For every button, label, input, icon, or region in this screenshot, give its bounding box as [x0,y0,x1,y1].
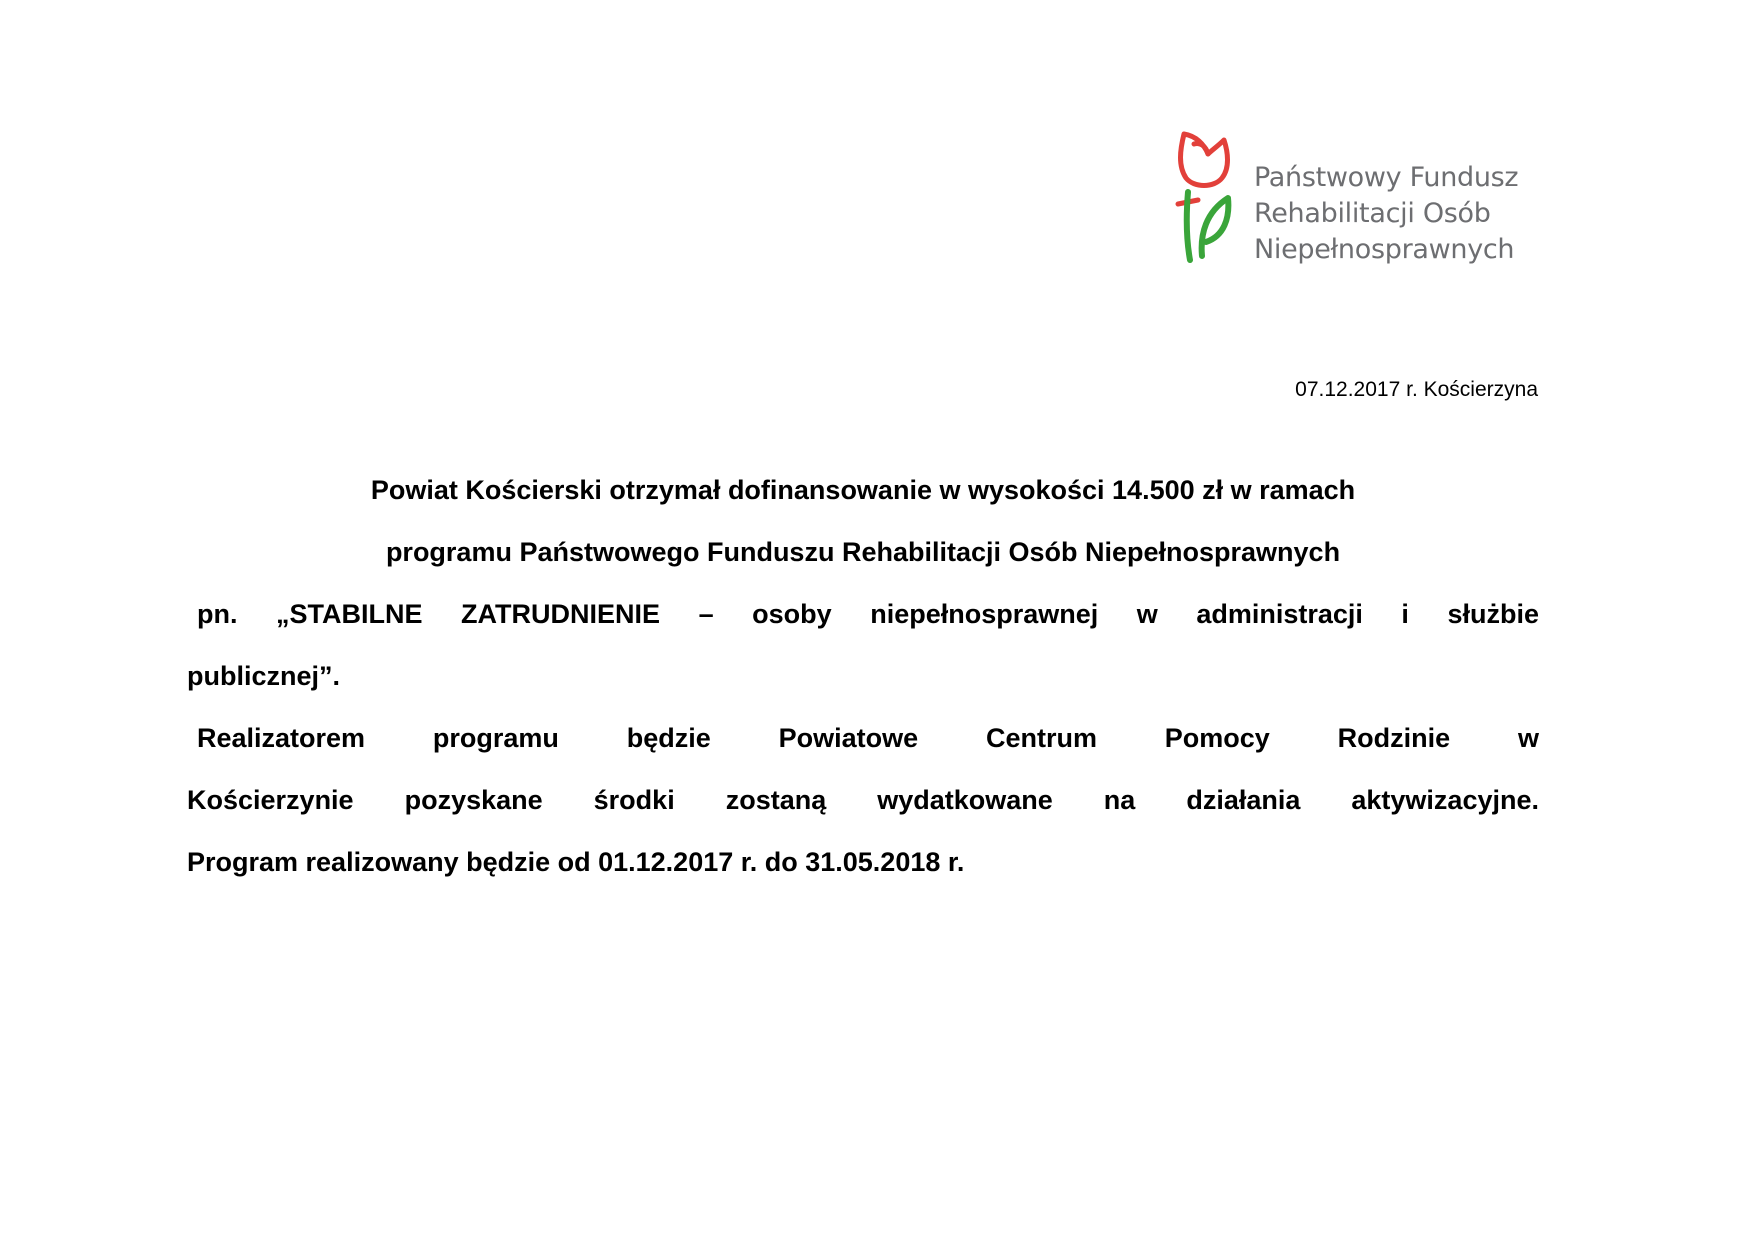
logo-line-1: Państwowy Fundusz [1254,162,1519,193]
logo-line-2: Rehabilitacji Osób [1254,198,1491,229]
announcement-line-7: Program realizowany będzie od 01.12.2017 r. do 31.05.2018 r. [187,847,965,877]
announcement-line-5: Realizatorem programu będzie Powiatowe Centrum Pomocy Rodzinie w [197,723,1539,753]
logo-text [1254,160,1518,268]
announcement-line-3: pn. „STABILNE ZATRUDNIENIE – osoby niepełnosprawnej w administracji i służbie [197,599,1539,629]
announcement-line-1: Powiat Kościerski otrzymał dofinansowanie w wysokości 14.500 zł w ramach [370,475,1356,505]
tulip-logo-icon [1170,126,1242,266]
date-and-place: 07.12.2017 r. Kościerzyna [1295,378,1538,401]
announcement-line-4: publicznej”. [187,661,341,691]
announcement-line-2: programu Państwowego Funduszu Rehabilitacji Osób Niepełnosprawnych [385,537,1341,567]
logo-line-3: Niepełnosprawnych [1254,234,1515,265]
pfron-logo [1170,126,1550,276]
announcement-line-6: Kościerzynie pozyskane środki zostaną wydatkowane na działania aktywizacyjne. [187,785,1539,815]
announcement-body [187,459,1539,893]
